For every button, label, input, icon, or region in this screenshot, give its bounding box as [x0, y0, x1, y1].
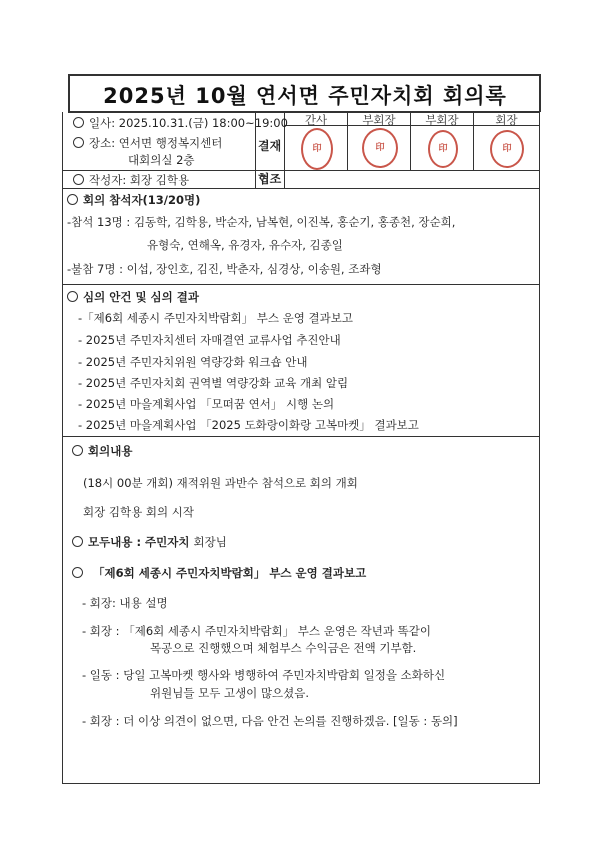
- bullet-circle-icon: [72, 536, 83, 547]
- bullet-circle-icon: [67, 291, 78, 302]
- agenda-item: - 2025년 주민자치위원 역량강화 워크숍 안내: [78, 355, 308, 369]
- content-heading-text: 회의내용: [88, 444, 133, 458]
- header-bottom: [62, 188, 540, 189]
- agenda-item: - 2025년 마을계획사업 「모떠꿈 연서」 시행 논의: [78, 397, 335, 411]
- meeting-place: [73, 136, 222, 150]
- attendees-absent: -불참 7명 : 이섭, 장인호, 김진, 박춘자, 심경상, 이송원, 조좌형: [67, 262, 382, 276]
- coop-label: 협조: [258, 172, 282, 186]
- attendees-present-1: -참석 13명 : 김동학, 김학용, 박순자, 남복현, 이진복, 홍순기, 홍종천, 장순희,: [67, 215, 456, 229]
- bullet-circle-icon: [72, 445, 83, 456]
- meeting-place-room: 대회의실 2층: [128, 153, 195, 167]
- meeting-opening: (18시 00분 개회) 재적위원 과반수 참석으로 회의 개회: [83, 476, 358, 490]
- frame-left: [62, 112, 63, 784]
- attendees-present-2: 유형숙, 연해옥, 유경자, 유수자, 김종일: [147, 238, 343, 252]
- agenda-item: - 2025년 주민자치회 권역별 역량강화 교육 개최 알림: [78, 376, 349, 390]
- approval-role-1: 간사: [304, 113, 328, 127]
- frame-bottom: [62, 783, 540, 784]
- remark-line: 목공으로 진행했으며 체험부스 수익금은 전액 기부함.: [150, 641, 417, 655]
- meeting-date: [73, 116, 288, 130]
- stamp-vice-chair-1: 印: [362, 128, 398, 168]
- section-title: [72, 566, 366, 580]
- bullet-circle-icon: [73, 117, 84, 128]
- meeting-start: 회장 김학용 회의 시작: [83, 505, 194, 519]
- attendees-heading-text: 회의 참석자(13/20명): [83, 193, 201, 207]
- approval-role-4: 회장: [495, 113, 518, 127]
- agenda-item: - 2025년 마을계획사업 「2025 도화랑이화랑 고복마켓」 결과보고: [78, 418, 419, 432]
- intro-suffix: 회장님: [193, 535, 227, 549]
- approval-role-3: 부회장: [425, 113, 459, 127]
- meeting-writer-text: 작성자: 회장 김학용: [89, 173, 190, 187]
- agenda-heading-text: 심의 안건 및 심의 결과: [83, 290, 199, 304]
- meeting-date-text: 일사: 2025.10.31.(금) 18:00~19:00: [89, 116, 288, 130]
- remark-line: 위원님들 모두 고생이 많으셨음.: [150, 686, 310, 700]
- remark-line: - 회장: 내용 설명: [82, 596, 168, 610]
- agenda-item: - 2025년 주민자치센터 자매결연 교류사업 추진안내: [78, 333, 341, 347]
- intro-label: 모두내용 : 주민자치: [88, 535, 190, 549]
- stamp-vice-chair-2: 印: [428, 130, 458, 168]
- bullet-circle-icon: [72, 567, 83, 578]
- page-title: 2025년 10월 연서면 주민자치회 회의록: [103, 84, 507, 108]
- remark-line: - 회장 : 더 이상 의견이 없으면, 다음 안건 논의를 진행하겠음. [일동 : 동의]: [82, 714, 458, 728]
- agenda-heading: [67, 290, 199, 304]
- meeting-writer: [73, 173, 189, 187]
- approval-coop-row: [255, 170, 539, 171]
- remark-line: - 일동 : 당일 고복마켓 행사와 병행하여 주민자치박람회 일정을 소화하신: [82, 668, 446, 682]
- approval-role-2: 부회장: [362, 113, 396, 127]
- content-heading: [72, 444, 132, 458]
- stamp-secretary: 印: [301, 128, 333, 170]
- bullet-circle-icon: [67, 194, 78, 205]
- intro-statement: [72, 535, 227, 549]
- bullet-circle-icon: [73, 174, 84, 185]
- stamp-chair: 印: [490, 130, 524, 168]
- approval-label: 결재: [258, 139, 282, 153]
- attendees-heading: [67, 193, 200, 207]
- meeting-place-text: 장소: 연서면 행정복지센터: [89, 136, 223, 150]
- agenda-item: -「제6회 세종시 주민자치박람회」 부스 운영 결과보고: [78, 311, 353, 325]
- bullet-circle-icon: [73, 137, 84, 148]
- frame-right: [539, 112, 540, 784]
- section-title-text: 「제6회 세종시 주민자치박람회」 부스 운영 결과보고: [93, 566, 367, 580]
- writer-divider: [62, 170, 255, 171]
- agenda-divider: [62, 436, 540, 437]
- attendees-divider: [62, 284, 540, 285]
- remark-line: - 회장 : 「제6회 세종시 주민자치박람회」 부스 운영은 작년과 똑같이: [82, 624, 431, 638]
